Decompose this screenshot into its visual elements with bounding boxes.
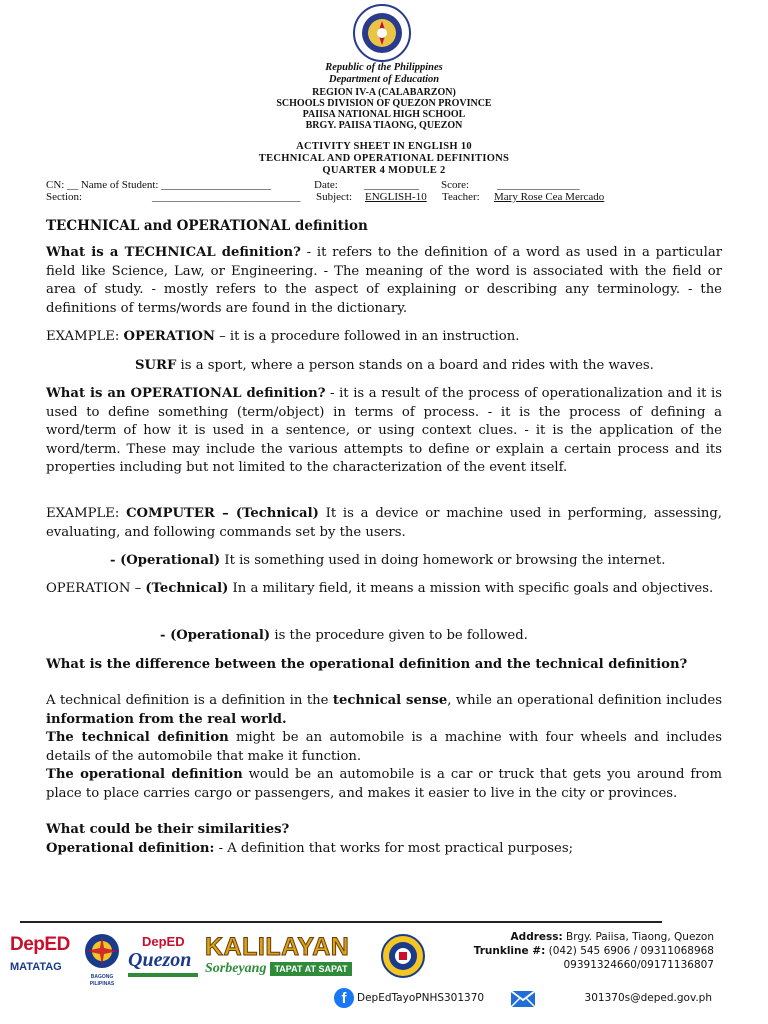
kalilayan-logo: [205, 934, 377, 984]
difference-question: What is the difference between the operational definition and the technical definition?: [46, 657, 688, 672]
example-computer-operational: [110, 552, 730, 571]
operational-question: What is an OPERATIONAL definition?: [46, 386, 326, 401]
example-text: It is a device or machine used in performing, assessing, evaluating, and following commands set by the users.: [46, 506, 722, 540]
technical-text: - it refers to the definition of a word as used in a particular field like Science, Law, or Engineering. - The meaning of the word is associated with the field or area of study. - mostly refers to the aspect of explaining or describing any terminology. - the definitions of terms/words are found in the dictionary.: [46, 245, 722, 316]
answer-bold: The operational definition: [46, 767, 243, 782]
example-operation-technical: [46, 580, 722, 599]
example-text: is a sport, where a person stands on a board and rides with the waves.: [176, 358, 654, 373]
difference-answer: [46, 692, 722, 729]
example-label: EXAMPLE:: [46, 506, 127, 521]
answer-bold: information from the real world.: [46, 711, 287, 727]
bagong-pilipinas-text: BAGONG PILIPINAS: [89, 974, 115, 987]
answer-bold: Operational definition:: [46, 841, 215, 856]
deped-quezon-top: DepED: [142, 934, 185, 949]
answer-text: might be an automobile is a machine with four wheels and includes details of the automobile that make it function.: [46, 730, 722, 764]
school-seal-logo: [381, 934, 425, 978]
kalilayan-text: KALILAYAN: [205, 933, 350, 961]
trunkline-label: Trunkline #:: [473, 945, 546, 957]
footer-trunkline: [474, 945, 714, 958]
answer-text: - A definition that works for most practical purposes;: [214, 841, 574, 856]
answer-text: , while an operational definition includes: [447, 693, 723, 708]
title-line1: ACTIVITY SHEET IN ENGLISH 10: [296, 141, 472, 152]
deped-logo-text: DepED: [10, 934, 70, 955]
teacher-label: Teacher:: [442, 191, 480, 203]
trunkline-text: (042) 545 6906 / 09311068968: [545, 945, 714, 957]
example-operation-operational: [160, 627, 730, 646]
title-line3: QUARTER 4 MODULE 2: [322, 165, 446, 176]
example-label: OPERATION –: [46, 581, 146, 596]
quezon-leaf-bar: [128, 973, 198, 977]
tapat-text: TAPAT AT SAPAT: [270, 962, 351, 976]
header-republic: Republic of the Philippines: [325, 62, 443, 73]
deped-quezon-logo: [128, 934, 202, 984]
example-text: is the procedure given to be followed.: [270, 628, 528, 643]
header-region: REGION IV-A (CALABARZON): [312, 87, 456, 98]
example-text: In a military field, it means a mission with specific goals and objectives.: [228, 581, 714, 596]
matatag-logo-text: MATATAG: [10, 961, 62, 973]
email-icon[interactable]: [510, 990, 536, 1008]
footer-divider: [20, 921, 662, 923]
date-label: Date:: [314, 179, 338, 191]
deped-matatag-logo: [10, 934, 74, 984]
example-term: - (Operational): [160, 628, 271, 643]
answer-text: A technical definition is a definition in the: [46, 693, 333, 708]
footer-address: [511, 931, 714, 944]
teacher-value: Mary Rose Cea Mercado: [494, 191, 605, 203]
operational-text: - it is a result of the process of operationalization and it is used to define something (term/object) in terms of process. - it is the process of defining a word/term of how it is used in a sentence, or using context clues. - it is the application of the word/term. These may include the various attempts to define or explain a certain process and its properties including but not limited to the characterization of the event itself.: [46, 386, 723, 475]
score-field: _______________: [497, 179, 580, 191]
answer-bold: The technical definition: [46, 730, 229, 745]
address-text: Brgy. Paiisa, Tiaong, Quezon: [562, 931, 714, 943]
footer-phones: 09391324660/09171136807: [563, 959, 714, 971]
example-text: It is something used in doing homework or browsing the internet.: [220, 553, 666, 568]
operational-definition-paragraph: [46, 385, 722, 478]
technical-example-answer: [46, 729, 722, 766]
student-name-field: CN: __ Name of Student: ____________________: [46, 179, 272, 191]
facebook-icon[interactable]: f: [334, 988, 354, 1008]
email-link[interactable]: 301370s@deped.gov.ph: [584, 992, 712, 1004]
sorbeyang-text: Sorbeyang: [205, 961, 267, 976]
example-operation: [46, 328, 722, 347]
score-label: Score:: [441, 179, 470, 191]
header-department: Department of Education: [328, 74, 440, 85]
technical-question: What is a TECHNICAL definition?: [46, 245, 301, 260]
example-text: – it is a procedure followed in an instruction.: [214, 329, 520, 344]
example-term: COMPUTER – (Technical): [126, 506, 319, 521]
subject-label: Subject:: [316, 191, 353, 203]
deped-seal: [350, 4, 414, 62]
subject-value: ENGLISH-10: [365, 191, 427, 203]
section-heading: TECHNICAL and OPERATIONAL definition: [46, 218, 368, 234]
header-address: BRGY. PAIISA TIAONG, QUEZON: [305, 120, 463, 131]
deped-quezon-bottom: Quezon: [128, 949, 192, 971]
header-school: PAIISA NATIONAL HIGH SCHOOL: [302, 109, 466, 120]
example-term: SURF: [135, 358, 177, 373]
bagong-pilipinas-logo: [78, 932, 126, 987]
date-field: __________: [364, 179, 419, 191]
facebook-page-link[interactable]: DepEdTayoPNHS301370: [357, 992, 485, 1004]
technical-definition-paragraph: [46, 244, 722, 318]
example-computer: [46, 505, 722, 542]
header-division: SCHOOLS DIVISION OF QUEZON PROVINCE: [276, 98, 492, 109]
section-field: ___________________________: [152, 191, 301, 203]
example-label: EXAMPLE:: [46, 329, 124, 344]
example-term: - (Operational): [110, 553, 221, 568]
example-term: OPERATION: [123, 329, 215, 344]
title-line2: TECHNICAL AND OPERATIONAL DEFINITIONS: [258, 153, 510, 164]
example-term: (Technical): [145, 581, 229, 596]
answer-text: would be an automobile is a car or truck that gets you around from place to place carries cargo or passengers, and makes it easier to live in the city or provinces.: [46, 767, 722, 801]
operational-definition-line: [46, 840, 722, 859]
operational-example-answer: [46, 766, 722, 803]
section-label: Section:: [46, 191, 83, 203]
address-label: Address:: [510, 931, 563, 943]
answer-bold: technical sense: [332, 693, 448, 708]
similarities-question: What could be their similarities?: [46, 822, 290, 837]
example-surf: [135, 357, 735, 376]
